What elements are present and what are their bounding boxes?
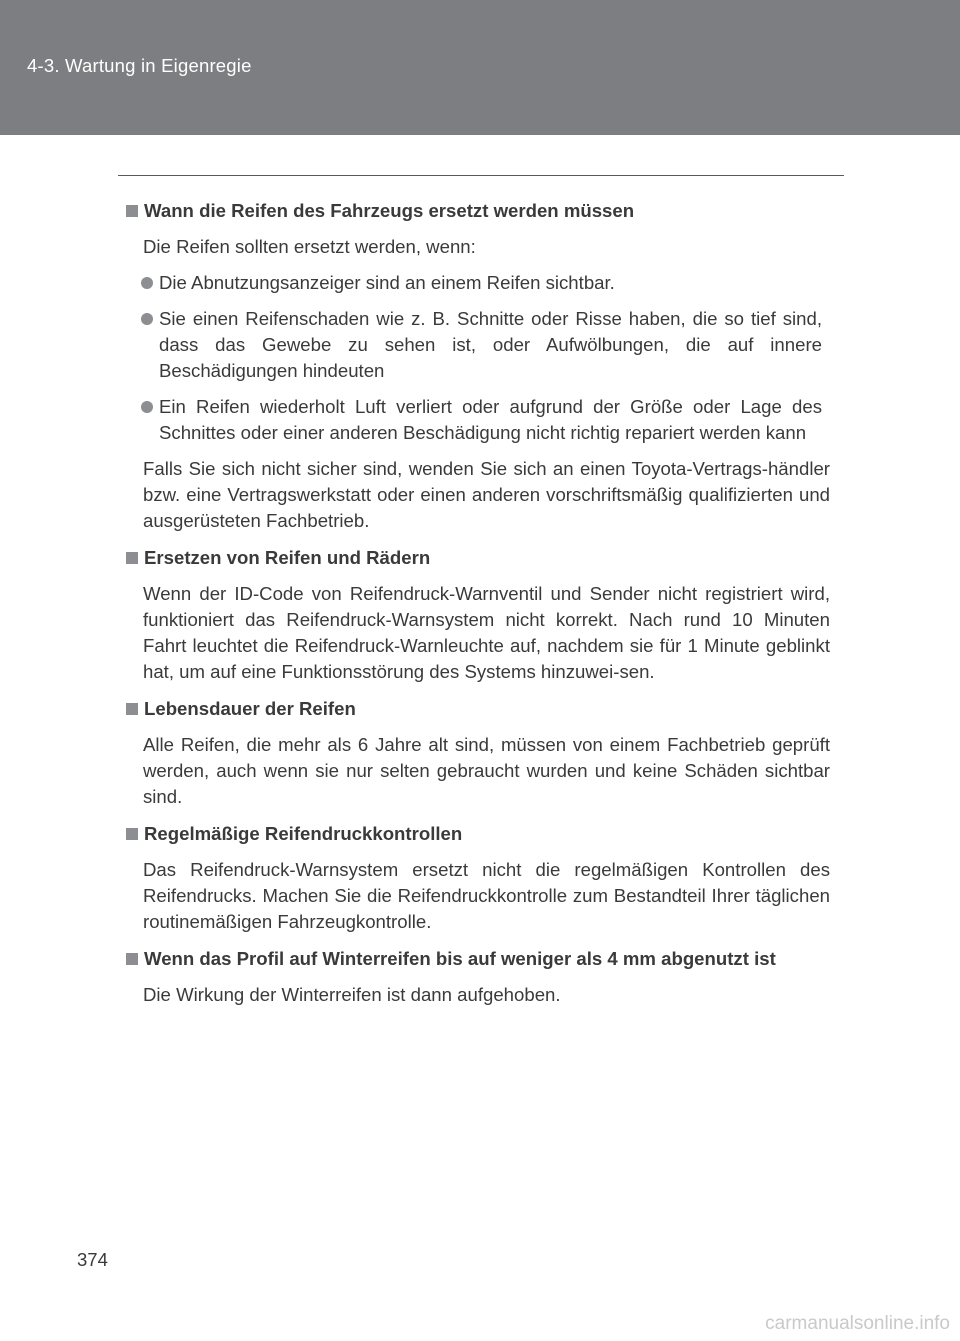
paragraph: Wenn der ID-Code von Reifendruck-Warnventil und Sender nicht registriert wird, funktioniert das Reifendruck-Warnsystem nicht korrekt. Nach rund 10 Minuten Fahrt leuchtet die Reifendruck-Warnleuchte auf, nachdem sie für 1 Minute geblinkt hat, um auf eine Funktionsstörung des Systems hinzuwei-sen. (143, 583, 830, 682)
round-bullet-icon (141, 401, 153, 413)
list-item: Sie einen Reifenschaden wie z. B. Schnitte oder Risse haben, die so tief sind, dass das Gewebe zu sehen ist, oder Aufwölbungen, die auf innere Beschädigungen hindeuten (125, 306, 830, 384)
round-bullet-icon (141, 277, 153, 289)
square-bullet-icon (126, 703, 138, 715)
section-heading: Wann die Reifen des Fahrzeugs ersetzt werden müssen (125, 198, 830, 224)
paragraph: Das Reifendruck-Warnsystem ersetzt nicht die regelmäßigen Kontrollen des Reifendrucks. Machen Sie die Reifendruckkontrolle zum Bestandteil Ihrer täglichen routinemäßigen Fahrzeugkontrolle. (143, 859, 830, 932)
list-item: Die Abnutzungsanzeiger sind an einem Reifen sichtbar. (125, 270, 830, 296)
square-bullet-icon (126, 205, 138, 217)
page-content (125, 198, 830, 1008)
header-rule (118, 175, 844, 176)
paragraph: Die Wirkung der Winterreifen ist dann aufgehoben. (143, 984, 561, 1005)
list-item: Ein Reifen wiederholt Luft verliert oder aufgrund der Größe oder Lage des Schnittes oder einer anderen Beschädigung nicht richtig repariert werden kann (125, 394, 830, 446)
paragraph: Falls Sie sich nicht sicher sind, wenden Sie sich an einen Toyota-Vertrags-händler bzw. eine Vertragswerkstatt oder einen anderen vorschriftsmäßig qualifizierten und ausgerüsteten Fachbetrieb. (143, 458, 830, 531)
section-title: 4-3. Wartung in Eigenregie (27, 55, 252, 76)
section-heading: Regelmäßige Reifendruckkontrollen (125, 821, 830, 847)
section-heading: Ersetzen von Reifen und Rädern (125, 545, 830, 571)
watermark: carmanualsonline.info (765, 1313, 950, 1334)
page-number: 374 (77, 1249, 108, 1270)
square-bullet-icon (126, 552, 138, 564)
round-bullet-icon (141, 313, 153, 325)
paragraph: Die Reifen sollten ersetzt werden, wenn: (143, 236, 476, 257)
paragraph: Alle Reifen, die mehr als 6 Jahre alt sind, müssen von einem Fachbetrieb geprüft werden, auch wenn sie nur selten gebraucht wurden und keine Schäden sichtbar sind. (143, 734, 830, 807)
square-bullet-icon (126, 953, 138, 965)
section-heading: Lebensdauer der Reifen (125, 696, 830, 722)
page-header (0, 0, 960, 135)
section-heading: Wenn das Profil auf Winterreifen bis auf weniger als 4 mm abgenutzt ist (125, 946, 830, 972)
square-bullet-icon (126, 828, 138, 840)
